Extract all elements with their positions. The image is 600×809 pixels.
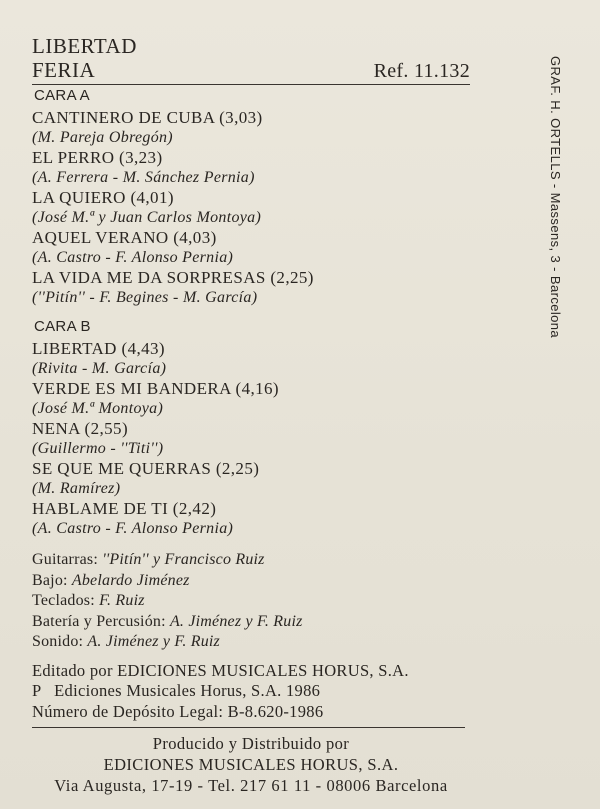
distributor-footer — [32, 733, 470, 796]
credit-role: Bajo: — [32, 571, 68, 589]
track-title: AQUEL VERANO (4,03) — [32, 228, 217, 247]
header-divider — [32, 84, 470, 85]
track-authors: (A. Castro - F. Alonso Pernia) — [32, 520, 234, 537]
track-title: NENA (2,55) — [32, 419, 128, 438]
track-title: LIBERTAD (4,43) — [32, 339, 165, 358]
track-authors: (Rivita - M. García) — [32, 360, 167, 377]
footer-divider — [32, 727, 465, 728]
track-title: LA VIDA ME DA SORPRESAS (2,25) — [32, 268, 314, 287]
inlay-main-content — [32, 34, 472, 796]
publishing-info — [32, 661, 472, 723]
album-title: FERIA — [32, 58, 96, 82]
phonogram-notice: P Ediciones Musicales Horus, S.A. 1986 — [32, 681, 321, 700]
footer-company: EDICIONES MUSICALES HORUS, S.A. — [103, 755, 399, 774]
printer-credit: GRAF. H. ORTELLS - Massens, 3 - Barcelona — [548, 56, 563, 339]
track-authors: (A. Castro - F. Alonso Pernia) — [32, 249, 234, 266]
track-authors: (José M.ª y Juan Carlos Montoya) — [32, 209, 262, 226]
credit-names: A. Jiménez y F. Ruiz — [87, 633, 220, 650]
edited-by: Editado por EDICIONES MUSICALES HORUS, S.A. — [32, 660, 409, 680]
credit-line — [32, 632, 472, 653]
track-title: VERDE ES MI BANDERA (4,16) — [32, 379, 279, 398]
artist-name: LIBERTAD — [32, 34, 137, 58]
credit-names: Abelardo Jiménez — [71, 571, 190, 589]
credit-line — [32, 571, 472, 592]
track-title: LA QUIERO (4,01) — [32, 188, 174, 207]
credit-names: F. Ruiz — [99, 592, 145, 609]
track-authors: (M. Pareja Obregón) — [32, 129, 173, 146]
title-row — [32, 58, 470, 83]
footer-produced: Producido y Distribuido por — [152, 734, 350, 753]
credit-role: Teclados: — [32, 592, 95, 609]
track-title: CANTINERO DE CUBA (3,03) — [32, 108, 263, 127]
track-authors: (Guillermo - ''Titi'') — [32, 440, 164, 457]
track-authors: (José M.ª Montoya) — [32, 400, 164, 417]
credit-role: Guitarras: — [32, 551, 98, 568]
credit-line — [32, 612, 472, 633]
side-a-tracklist — [32, 108, 472, 308]
credit-role: Sonido: — [32, 633, 84, 650]
credit-line — [32, 550, 472, 571]
credit-role: Batería y Percusión: — [32, 612, 166, 630]
catalog-reference: Ref. 11.132 — [373, 60, 470, 82]
track-title: HABLAME DE TI (2,42) — [32, 499, 217, 518]
track-authors: (''Pitín'' - F. Begines - M. García) — [32, 289, 258, 306]
track-title: EL PERRO (3,23) — [32, 148, 163, 167]
musician-credits — [32, 550, 472, 653]
track-authors: (M. Ramírez) — [32, 480, 121, 497]
legal-deposit: Número de Depósito Legal: B-8.620-1986 — [32, 701, 324, 721]
side-b-label: CARA B — [34, 318, 91, 335]
side-a-label: CARA A — [34, 87, 90, 104]
credit-line — [32, 591, 472, 612]
track-authors: (A. Ferrera - M. Sánchez Pernia) — [32, 169, 255, 186]
credit-names: ''Pitín'' y Francisco Ruiz — [102, 551, 265, 568]
credit-names: A. Jiménez y F. Ruiz — [169, 612, 303, 630]
footer-address: Via Augusta, 17-19 - Tel. 217 61 11 - 08006 Barcelona — [54, 776, 448, 795]
side-b-tracklist — [32, 339, 472, 539]
track-title: SE QUE ME QUERRAS (2,25) — [32, 459, 260, 478]
